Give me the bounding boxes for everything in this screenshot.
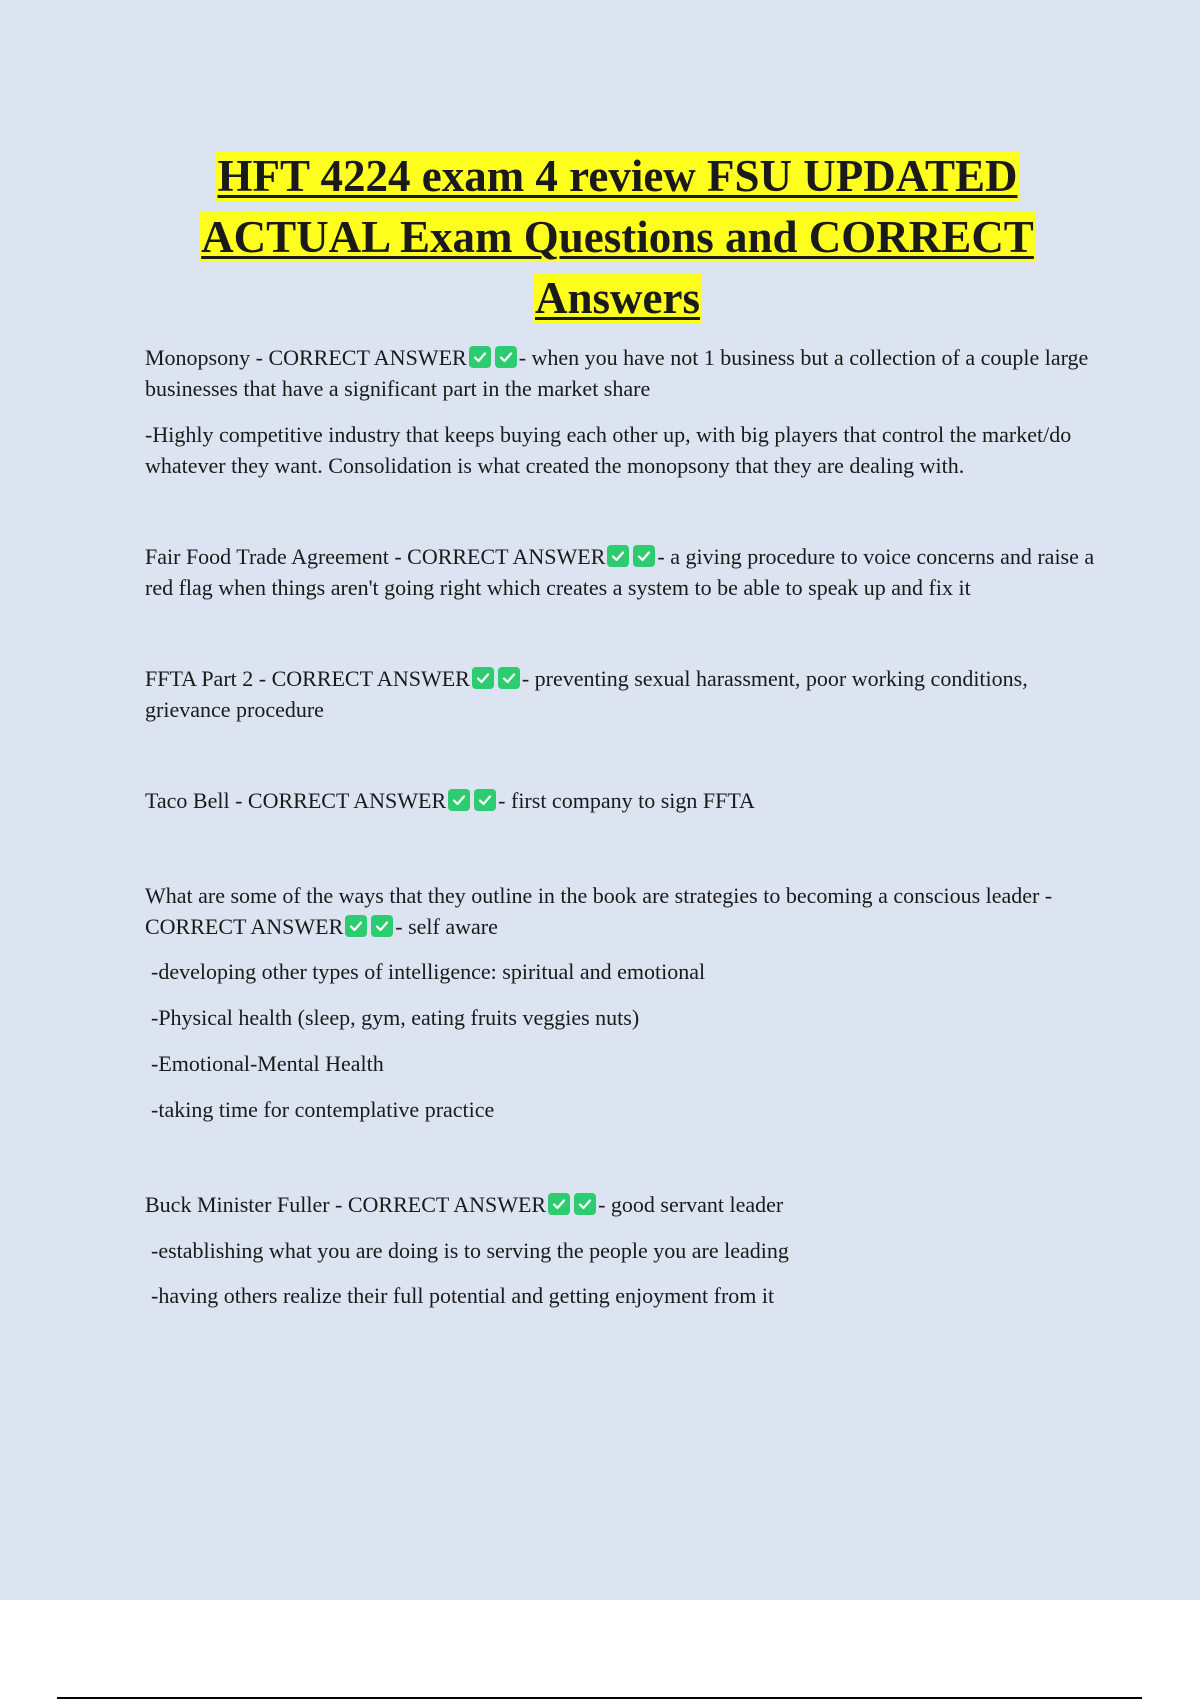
qa-term: Taco Bell - CORRECT ANSWER: [145, 788, 447, 813]
qa-line: [145, 785, 1095, 816]
qa-line: [145, 1189, 1095, 1220]
footer-rule: [57, 1697, 1142, 1699]
check-box-icon: [472, 667, 494, 689]
check-box-icon: [498, 667, 520, 689]
qa-term: Buck Minister Fuller - CORRECT ANSWER: [145, 1192, 547, 1217]
qa-entry: [145, 342, 1095, 481]
qa-entry: [145, 663, 1095, 725]
qa-line: [145, 663, 1095, 725]
check-box-icon: [469, 346, 491, 368]
check-box-icon: [607, 545, 629, 567]
qa-definition: - good servant leader: [598, 1192, 784, 1217]
check-box-icon: [345, 915, 367, 937]
qa-line: [145, 541, 1095, 603]
qa-extra: -Emotional-Mental Health: [151, 1051, 384, 1076]
qa-extra: -establishing what you are doing is to serving the people you are leading: [151, 1238, 789, 1263]
qa-definition: - self aware: [395, 914, 498, 939]
check-box-icon: [548, 1193, 570, 1215]
qa-definition: - when you have not 1 business but a collection of a couple large businesses that have a significant part in the market share: [145, 345, 1089, 401]
qa-entry: [145, 1189, 1095, 1311]
qa-extra: -having others realize their full potential and getting enjoyment from it: [151, 1283, 775, 1308]
qa-definition: - first company to sign FFTA: [498, 788, 755, 813]
check-box-icon: [574, 1193, 596, 1215]
qa-extra: -Physical health (sleep, gym, eating fruits veggies nuts): [151, 1005, 640, 1030]
qa-line: [145, 880, 1095, 942]
document-body: [145, 342, 1095, 1311]
check-box-icon: [633, 545, 655, 567]
qa-definition: - preventing sexual harassment, poor working conditions, grievance procedure: [145, 666, 1028, 722]
qa-term: Fair Food Trade Agreement - CORRECT ANSWER: [145, 544, 606, 569]
qa-extra: -taking time for contemplative practice: [151, 1097, 495, 1122]
document-title: HFT 4224 exam 4 review FSU UPDATED ACTUAL Exam Questions and CORRECT Answers: [201, 151, 1034, 323]
qa-term: What are some of the ways that they outline in the book are strategies to becoming a conscious leader - CORRECT ANSWER: [145, 883, 1053, 939]
qa-line: [145, 342, 1095, 404]
check-box-icon: [474, 789, 496, 811]
check-box-icon: [495, 346, 517, 368]
qa-term: Monopsony - CORRECT ANSWER: [145, 345, 467, 370]
qa-term: FFTA Part 2 - CORRECT ANSWER: [145, 666, 470, 691]
qa-entry: [145, 541, 1095, 603]
qa-entry: [145, 880, 1095, 1125]
check-box-icon: [371, 915, 393, 937]
qa-entry: [145, 785, 1095, 816]
check-box-icon: [448, 789, 470, 811]
qa-definition: - a giving procedure to voice concerns and raise a red flag when things aren't going right which creates a system to be able to speak up and fix it: [145, 544, 1095, 600]
title-block: [120, 146, 1115, 329]
qa-extra: -Highly competitive industry that keeps buying each other up, with big players that control the market/do whatever they want. Consolidation is what created the monopsony that they are dealing with.: [145, 422, 1072, 478]
qa-extra: -developing other types of intelligence: spiritual and emotional: [151, 959, 706, 984]
